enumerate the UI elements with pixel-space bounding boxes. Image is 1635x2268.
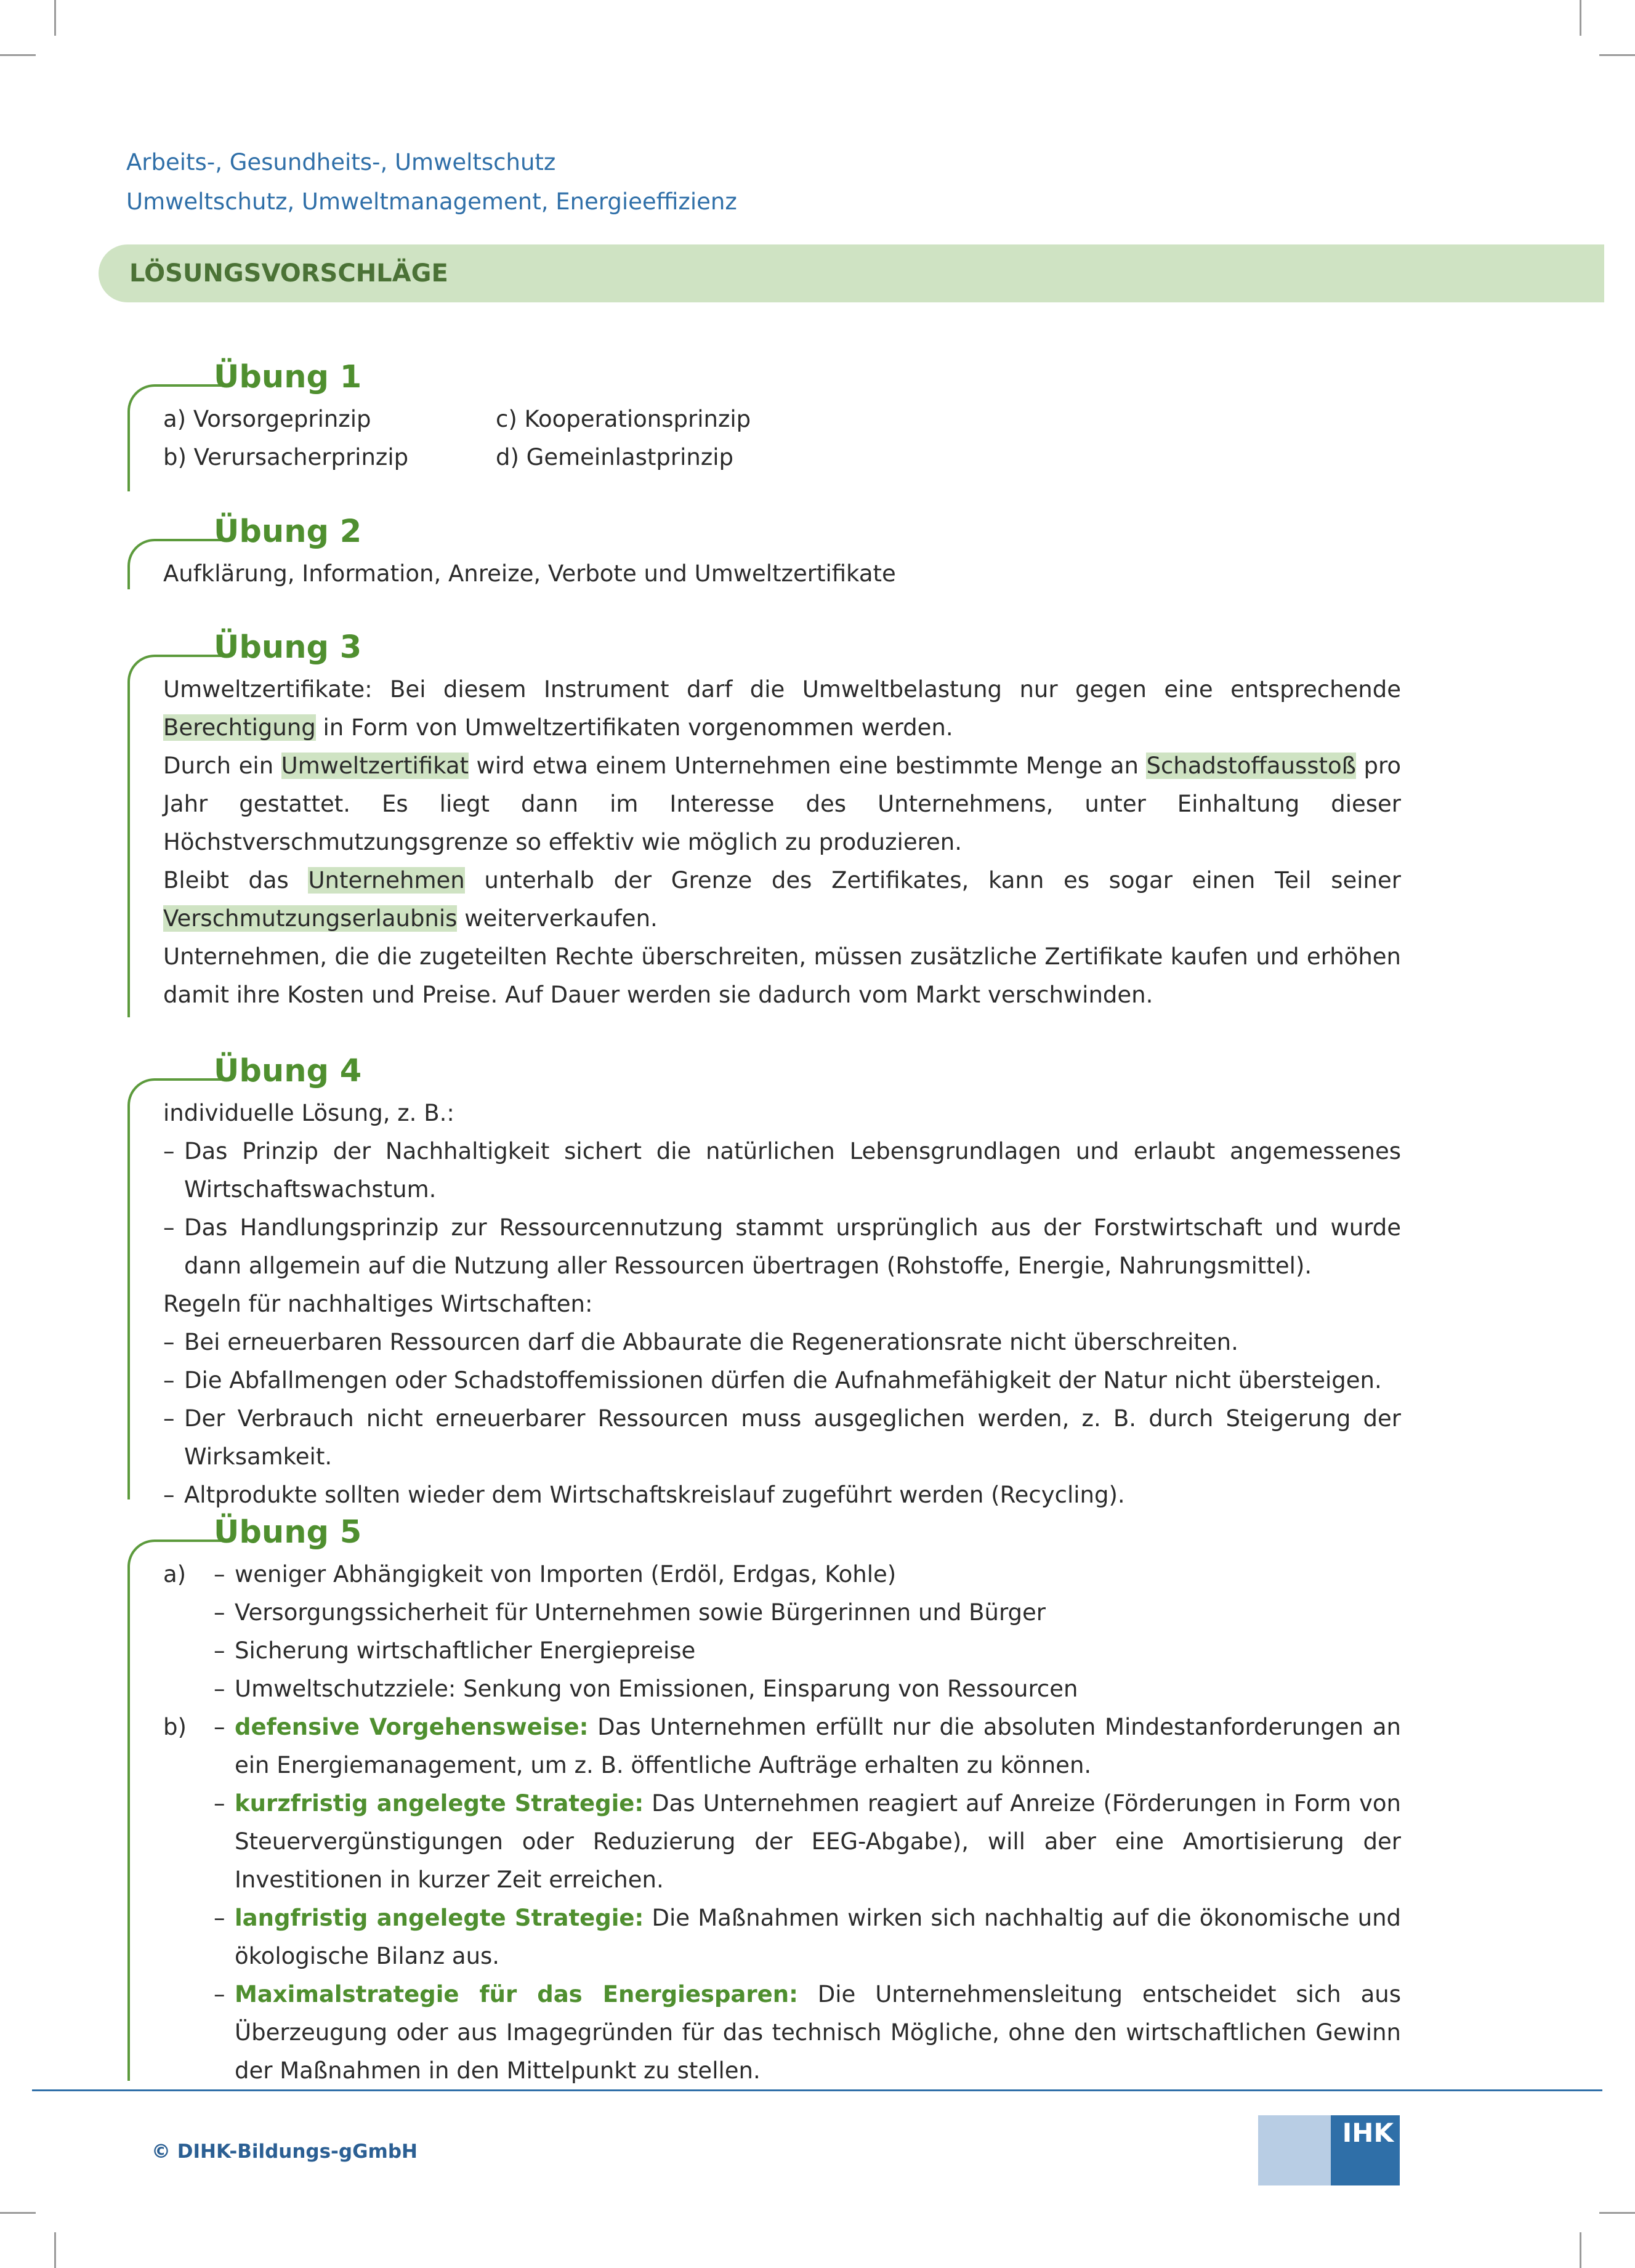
strategy-text: Die Unternehmensleitung entscheidet sich aus Überzeugung oder aus Imagegründen für das technisch Mögliche, ohne den wirtschaftlichen Gewinn der Maßnahmen in den Mittelpunkt zu stellen. — [235, 1981, 1401, 2084]
crop-mark — [1580, 0, 1581, 36]
highlighted-term: Unternehmen — [308, 867, 465, 894]
copyright-notice: © DIHK-Bildungs-gGmbH — [151, 2141, 418, 2163]
exercise-title: Übung 4 — [214, 1053, 362, 1089]
text: in Form von Umweltzertifikaten vorgenommen werden. — [315, 714, 953, 741]
exercise-title: Übung 1 — [214, 359, 362, 395]
paragraph — [163, 862, 1401, 938]
part-label: a) — [163, 1561, 187, 1588]
part-label: b) — [163, 1714, 187, 1740]
exercise-title: Übung 5 — [214, 1514, 362, 1551]
list-item: – weniger Abhängigkeit von Importen (Erdöl, Erdgas, Kohle) — [214, 1556, 1401, 1594]
list-item: – Sicherung wirtschaftlicher Energiepreise — [214, 1632, 1401, 1670]
text: weiterverkaufen. — [457, 905, 658, 932]
highlighted-term: Verschmutzungserlaubnis — [163, 905, 458, 932]
strategy-item — [214, 1785, 1401, 1899]
strategy-term: langfristig angelegte Strategie: — [235, 1905, 644, 1931]
list-item: – Das Handlungsprinzip zur Ressourcennutzung stammt ursprünglich aus der Forstwirtschaft und wurde dann allgemein auf die Nutzung aller Ressourcen übertragen (Rohstoffe, Energie, Nahrungsmittel). — [163, 1209, 1401, 1285]
breadcrumb-line-1: Arbeits-, Gesundheits-, Umweltschutz — [126, 149, 556, 176]
text: pro Jahr gestattet. Es liegt dann im Interesse des Unternehmens, unter Einhaltung dieser Höchstverschmutzungsgrenze so effektiv wie möglich zu produzieren. — [163, 753, 1401, 855]
answer-text: Aufklärung, Information, Anreize, Verbote und Umweltzertifikate — [163, 560, 896, 587]
list-item: – Bei erneuerbaren Ressourcen darf die Abbaurate die Regenerationsrate nicht überschreiten. — [163, 1323, 1401, 1362]
exercise-body — [163, 671, 1401, 1014]
strategy-term: defensive Vorgehensweise: — [235, 1714, 589, 1740]
strategy-item — [214, 1708, 1401, 1785]
highlighted-term: Schadstoffausstoß — [1146, 753, 1356, 779]
paragraph: Unternehmen, die die zugeteilten Rechte überschreiten, müssen zusätzliche Zertifikate kaufen und erhöhen damit ihre Kosten und Preise. Auf Dauer werden sie dadurch vom Markt verschwinden. — [163, 943, 1401, 1008]
crop-mark — [0, 2212, 36, 2214]
text: Umweltzertifikate: Bei diesem Instrument darf die Umweltbelastung nur gegen eine entsprechende — [163, 676, 1401, 703]
list-item: – Altprodukte sollten wieder dem Wirtschaftskreislauf zugeführt werden (Recycling). — [163, 1476, 1401, 1514]
section-banner — [99, 244, 1604, 302]
list-item: – Das Prinzip der Nachhaltigkeit sichert die natürlichen Lebensgrundlagen und erlaubt angemessenes Wirtschaftswachstum. — [163, 1132, 1401, 1209]
exercise-body — [163, 555, 1401, 593]
strategy-text: Das Unternehmen erfüllt nur die absoluten Mindestanforderungen an ein Energiemanagement, um z. B. öffentliche Aufträge erhalten zu können. — [235, 1714, 1401, 1778]
answer-a: a) Vorsorgeprinzip — [163, 406, 371, 432]
part-b — [163, 1708, 1401, 2090]
text: unterhalb der Grenze des Zertifikates, kann es sogar einen Teil seiner — [464, 867, 1401, 894]
ihk-logo-text: IHK — [1342, 2118, 1394, 2148]
text: wird etwa einem Unternehmen eine bestimmte Menge an — [469, 753, 1147, 779]
exercise-body — [163, 1556, 1401, 2090]
ihk-logo — [1258, 2115, 1400, 2185]
crop-mark — [0, 54, 36, 56]
exercise-body — [163, 1094, 1401, 1514]
exercise-body — [163, 400, 1401, 477]
part-a — [163, 1556, 1401, 1708]
list-item: – Versorgungssicherheit für Unternehmen sowie Bürgerinnen und Bürger — [214, 1594, 1401, 1632]
answer-b: b) Verursacherprinzip — [163, 444, 409, 470]
strategy-text: Die Maßnahmen wirken sich nachhaltig auf die ökonomische und ökologische Bilanz aus. — [235, 1905, 1402, 1969]
exercise-title: Übung 2 — [214, 514, 362, 550]
rules-heading: Regeln für nachhaltiges Wirtschaften: — [163, 1291, 593, 1317]
crop-mark — [54, 2232, 56, 2268]
crop-mark — [54, 0, 56, 36]
crop-mark — [1599, 54, 1635, 56]
breadcrumb — [126, 143, 737, 222]
highlighted-term: Berechtigung — [163, 714, 316, 741]
list-item: – Die Abfallmengen oder Schadstoffemissionen dürfen die Aufnahmefähigkeit der Natur nicht übersteigen. — [163, 1362, 1401, 1400]
paragraph — [163, 671, 1401, 747]
answer-row — [163, 400, 1401, 438]
strategy-term: Maximalstrategie für das Energiesparen: — [235, 1981, 798, 2008]
text: Bleibt das — [163, 867, 309, 894]
crop-mark — [1580, 2232, 1581, 2268]
list-item: – Der Verbrauch nicht erneuerbarer Ressourcen muss ausgeglichen werden, z. B. durch Steigerung der Wirksamkeit. — [163, 1400, 1401, 1476]
text: Durch ein — [163, 753, 281, 779]
answer-row — [163, 438, 1401, 477]
banner-title: LÖSUNGSVORSCHLÄGE — [129, 259, 448, 288]
list-item: – Umweltschutzziele: Senkung von Emissionen, Einsparung von Ressourcen — [214, 1670, 1401, 1708]
answer-c: c) Kooperationsprinzip — [496, 406, 751, 432]
footer-divider — [32, 2089, 1602, 2091]
strategy-item — [214, 1899, 1401, 1975]
intro-text: individuelle Lösung, z. B.: — [163, 1100, 454, 1126]
strategy-item — [214, 1975, 1401, 2090]
answer-d: d) Gemeinlastprinzip — [496, 444, 734, 470]
paragraph — [163, 747, 1401, 862]
strategy-term: kurzfristig angelegte Strategie: — [235, 1790, 644, 1817]
exercise-title: Übung 3 — [214, 629, 362, 666]
crop-mark — [1599, 2212, 1635, 2214]
strategy-text: Das Unternehmen reagiert auf Anreize (Förderungen in Form von Steuervergünstigungen oder Reduzierung der EEG-Abgabe), will aber eine Amortisierung der Investitionen in kurzer Zeit erreichen. — [235, 1790, 1402, 1893]
highlighted-term: Umweltzertifikat — [281, 753, 469, 779]
breadcrumb-line-2: Umweltschutz, Umweltmanagement, Energieeffizienz — [126, 188, 737, 215]
